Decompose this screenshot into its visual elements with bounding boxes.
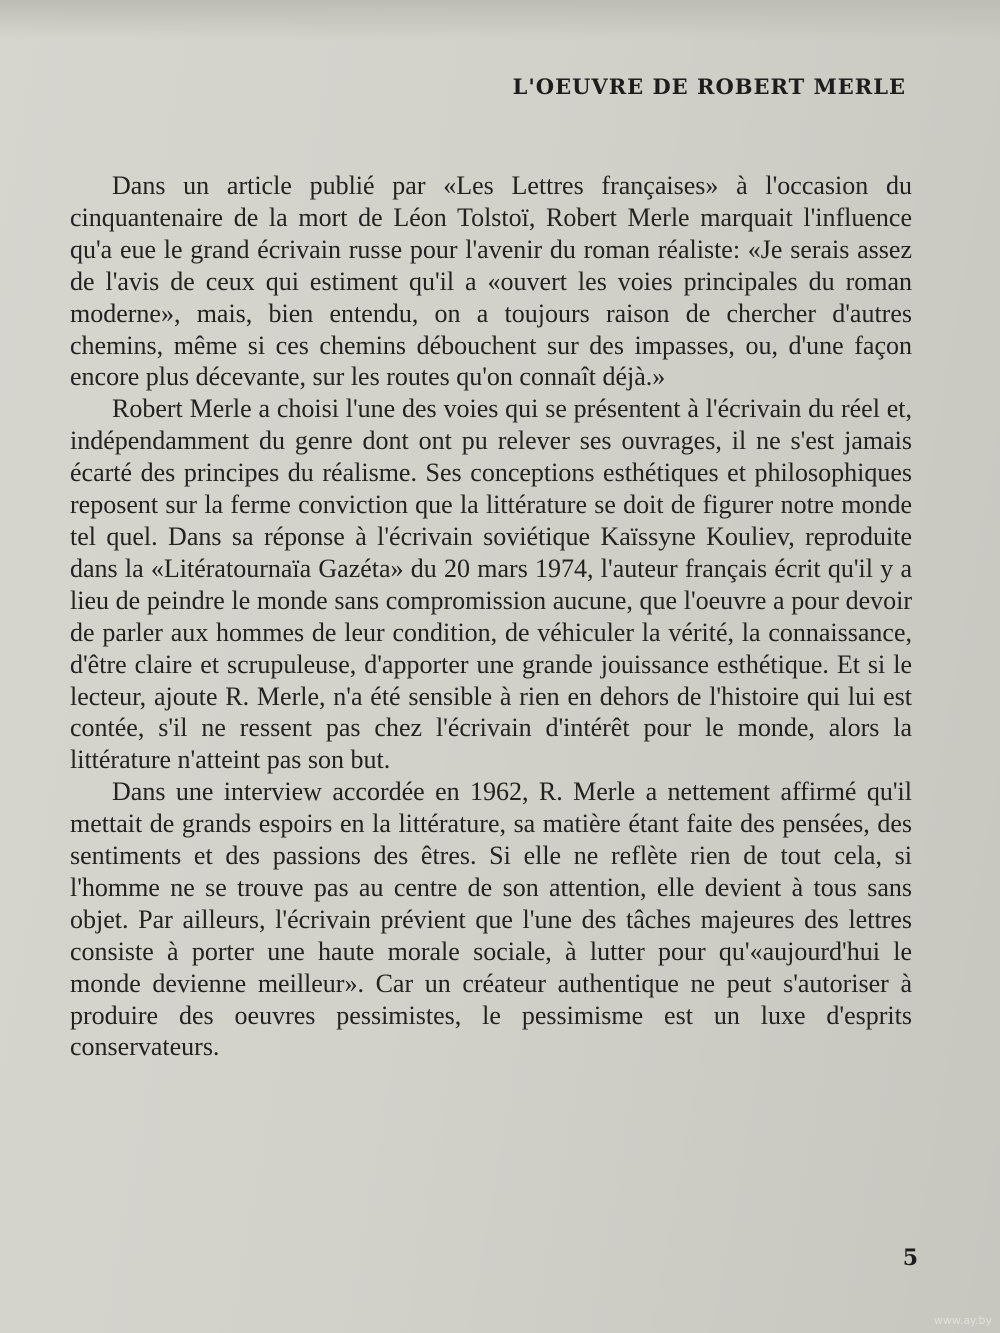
watermark: www.ay.by <box>933 1314 992 1327</box>
page-edge-shadow <box>0 0 1000 40</box>
paragraph: Dans une interview accordée en 1962, R. Merle a nettement affirmé qu'il mettait de grands espoirs en la littérature, sa matière étant faite des pensées, des sentiments et des passions des êtres. Si elle ne reflète rien de tout cela, si l'homme ne se trouve pas au centre de son attention, elle devient à tous sans objet. Par ailleurs, l'écrivain prévient que l'une des tâches majeures des lettres consiste à porter une haute morale sociale, à lutter pour qu'«aujourd'hui le monde devienne meilleur». Car un créateur authentique ne peut s'autoriser à produire des oeuvres pessimistes, le pessimisme est un luxe d'esprits conservateurs. <box>70 777 912 1062</box>
paragraph: Robert Merle a choisi l'une des voies qui se présentent à l'écrivain du réel et, indépendamment du genre dont ont pu relever ses ouvrages, il ne s'est jamais écarté des principes du réalisme. Ses conceptions esthétiques et philosophiques reposent sur la ferme conviction que la littérature se doit de figurer notre monde tel quel. Dans sa réponse à l'écrivain soviétique Kaïssyne Kouliev, reproduite dans la «Litératournaïa Gazéta» du 20 mars 1974, l'auteur français écrit qu'il y a lieu de peindre le monde sans compromission aucune, que l'oeuvre a pour devoir de parler aux hommes de leur condition, de véhiculer la vérité, la connaissance, d'être claire et scrupuleuse, d'apporter une grande jouissance esthétique. Et si le lecteur, ajoute R. Merle, n'a été sensible à rien en dehors de l'histoire qui lui est contée, s'il ne ressent pas chez l'écrivain d'intérêt pour le monde, alors la littérature n'atteint pas son but. <box>70 394 912 775</box>
paragraph: Dans un article publié par «Les Lettres françaises» à l'occasion du cinquantenaire de la mort de Léon Tolstoï, Robert Merle marquait l'influence qu'a eue le grand écrivain russe pour l'avenir du roman réaliste: «Je serais assez de l'avis de ceux qui estiment qu'il a «ouvert les voies principales du roman moderne», mais, bien entendu, on a toujours raison de chercher d'autres chemins, même si ces chemins débouchent sur des impasses, ou, d'une façon encore plus décevante, sur les routes qu'on connaît déjà.» <box>70 171 912 392</box>
running-header: L'OEUVRE DE ROBERT MERLE <box>512 74 906 99</box>
page-number: 5 <box>902 1245 918 1271</box>
body-text <box>70 170 912 1063</box>
